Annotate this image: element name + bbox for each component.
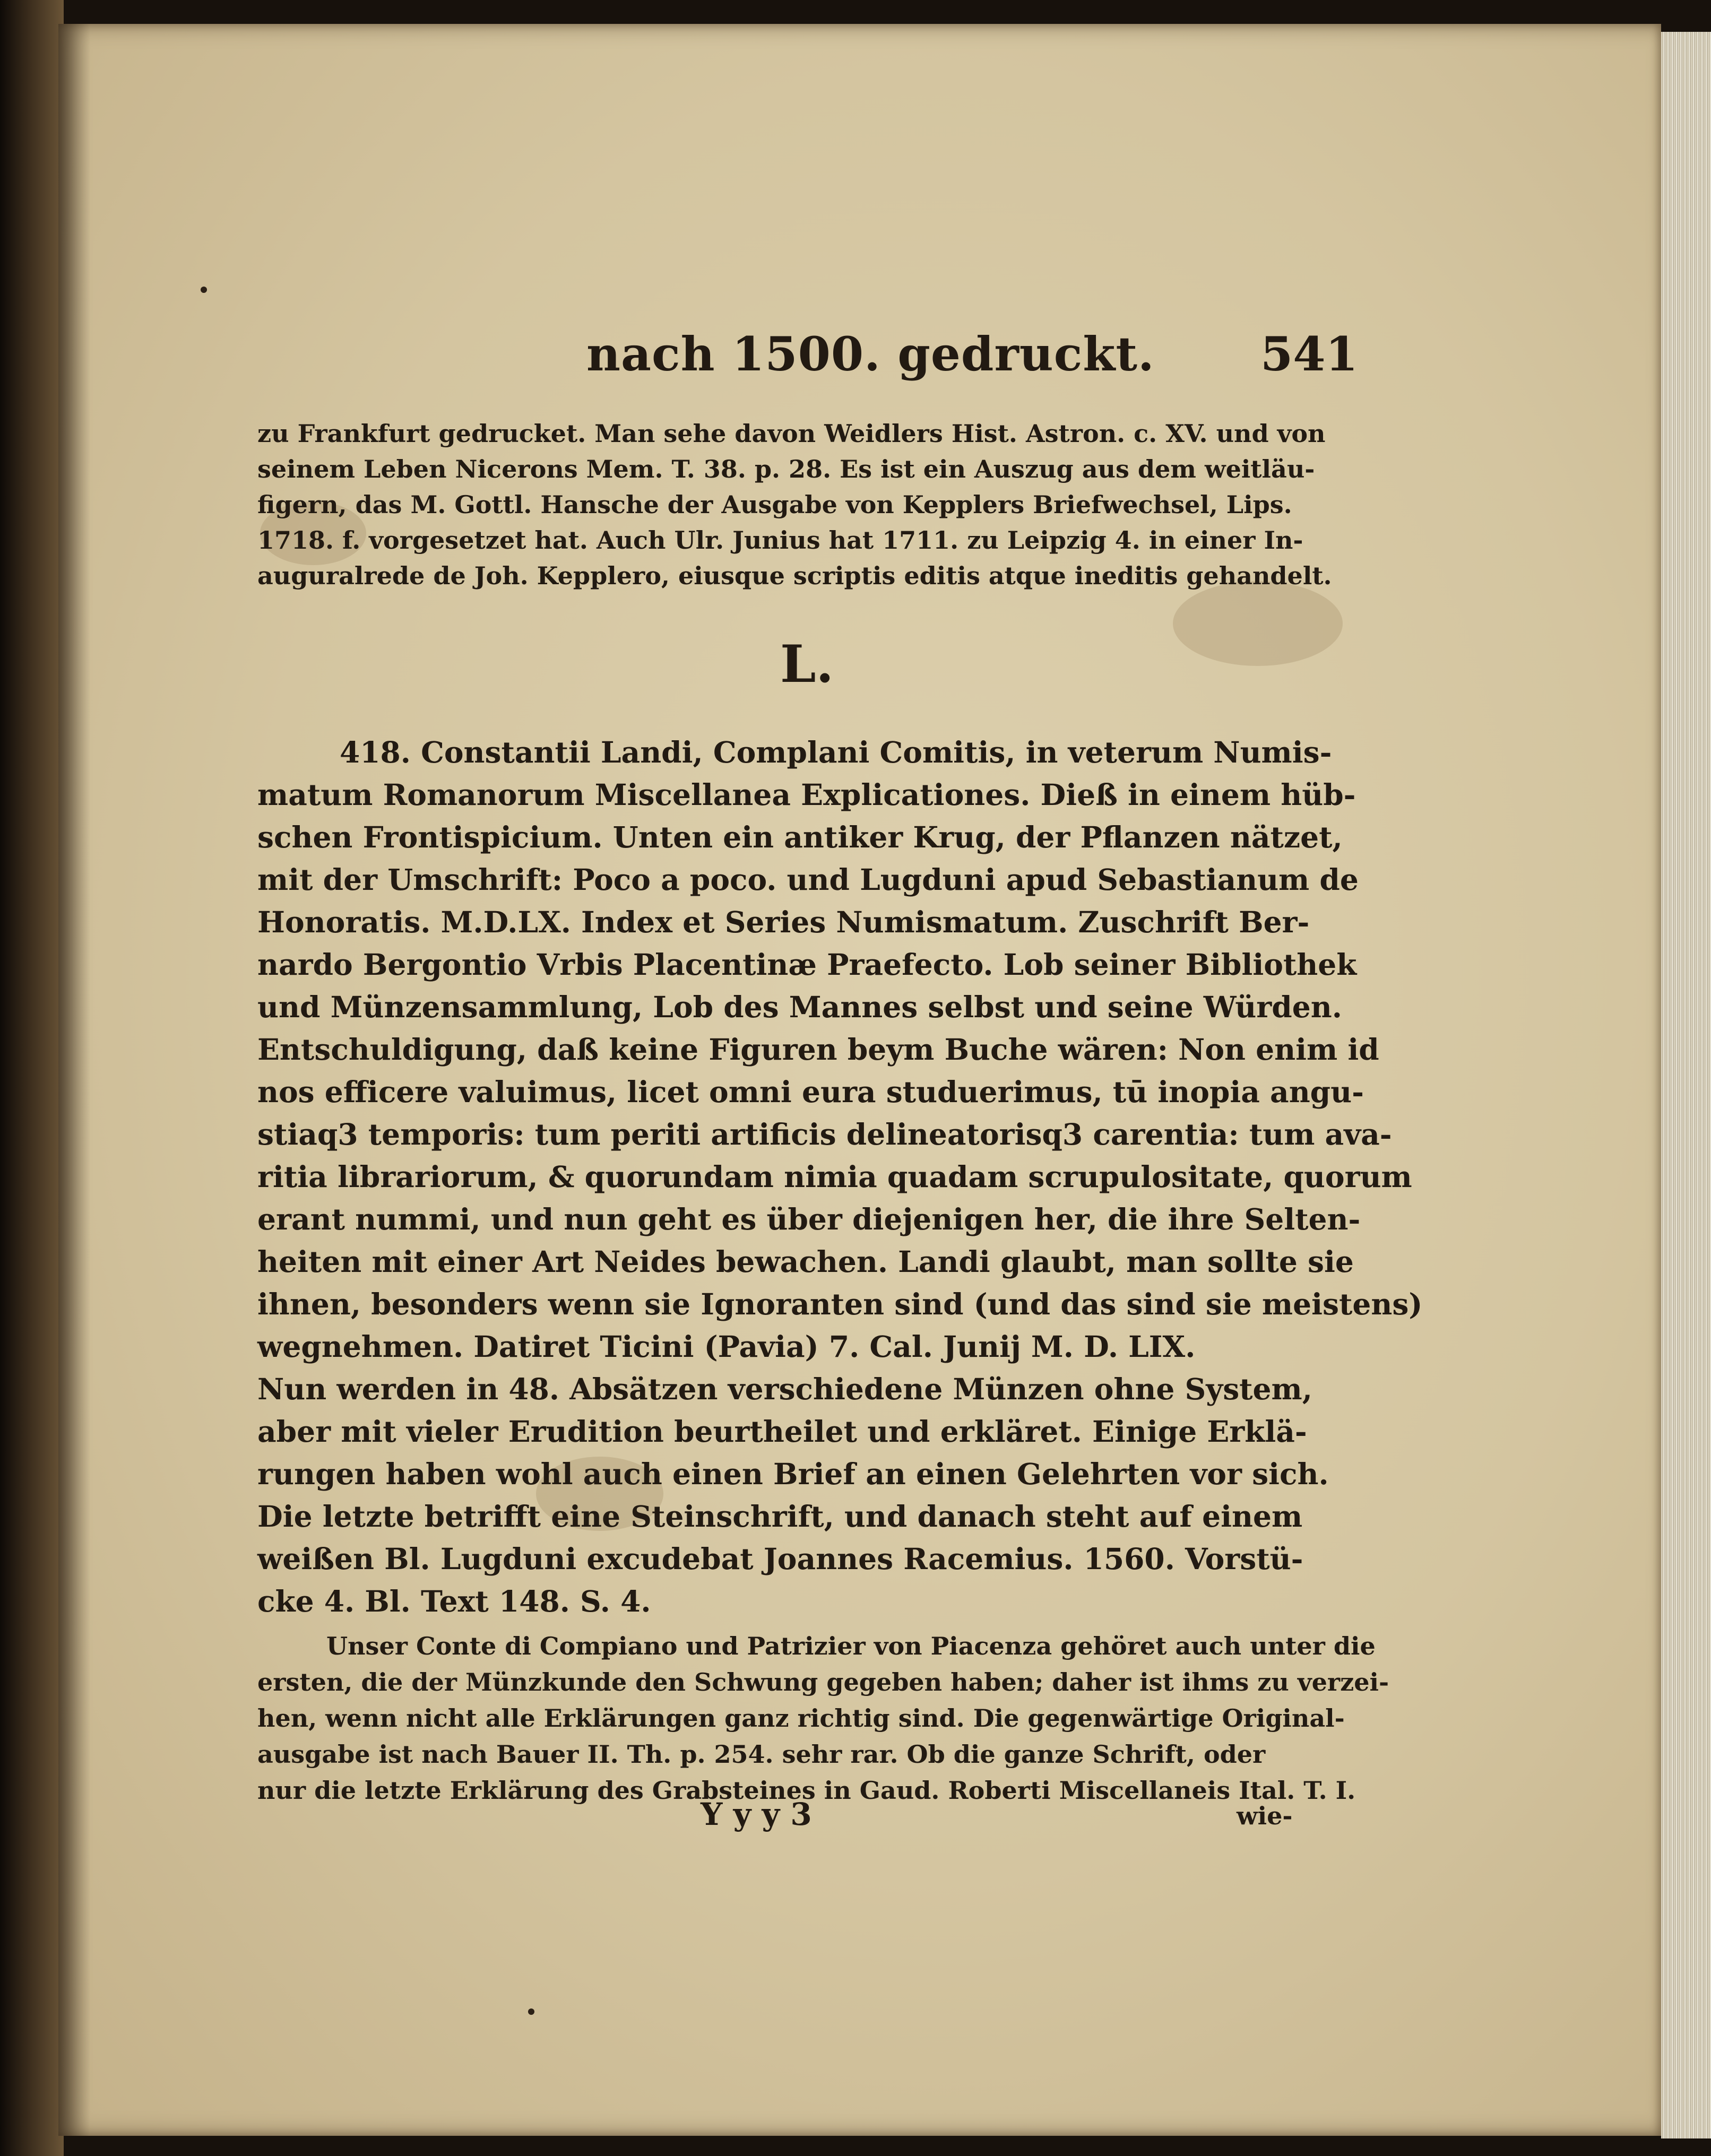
text-line: heiten mit einer Art Neides bewachen. Landi glaubt, man sollte sie (257, 1244, 1354, 1279)
text-line: zu Frankfurt gedrucket. Man sehe davon Weidlers Hist. Astron. c. XV. und von (257, 419, 1326, 448)
text-line: cke 4. Bl. Text 148. S. 4. (257, 1584, 651, 1618)
text-line: hen, wenn nicht alle Erklärungen ganz richtig sind. Die gegenwärtige Original- (257, 1704, 1345, 1733)
gutter-shadow (58, 24, 90, 2136)
text-line: und Münzensammlung, Lob des Mannes selbst und seine Würden. (257, 990, 1342, 1024)
text-line: ihnen, besonders wenn sie Ignoranten sind (und das sind sie meistens) (257, 1287, 1423, 1321)
page-number: 541 (1260, 326, 1358, 382)
text-line: ritia librariorum, & quorundam nimia quadam scrupulositate, quorum (257, 1159, 1412, 1194)
text-line: mit der Umschrift: Poco a poco. und Lugduni apud Sebastianum de (257, 862, 1359, 897)
text-line: auguralrede de Joh. Kepplero, eiusque scriptis editis atque ineditis gehandelt. (257, 561, 1332, 590)
text-line: 1718. f. vorgesetzet hat. Auch Ulr. Junius hat 1711. zu Leipzig 4. in einer In- (257, 526, 1303, 555)
signature-mark: Y y y 3 (701, 1796, 812, 1832)
text-line: weißen Bl. Lugduni excudebat Joannes Racemius. 1560. Vorstü- (257, 1542, 1303, 1576)
page-stack-edge (1661, 32, 1711, 2138)
text-line: nur die letzte Erklärung des Grabsteines in Gaud. Roberti Miscellaneis Ital. T. I. (257, 1776, 1356, 1805)
ink-speck (201, 287, 207, 293)
text-line: nos efficere valuimus, licet omni eura studuerimus, tū inopia angu- (257, 1075, 1364, 1109)
ink-speck (528, 2008, 534, 2015)
text-line: Unser Conte di Compiano und Patrizier von Piacenza gehöret auch unter die (326, 1632, 1376, 1660)
facing-page-edge (0, 0, 64, 2156)
text-line: figern, das M. Gottl. Hansche der Ausgabe von Kepplers Briefwechsel, Lips. (257, 490, 1292, 519)
text-line: Nun werden in 48. Absätzen verschiedene Münzen ohne System, (257, 1372, 1312, 1406)
section-heading: L. (780, 634, 834, 694)
text-line: ersten, die der Münzkunde den Schwung gegeben haben; daher ist ihms zu verzei- (257, 1668, 1389, 1696)
paper-stain (1173, 581, 1343, 666)
text-line: Honoratis. M.D.LX. Index et Series Numismatum. Zuschrift Ber- (257, 905, 1310, 939)
text-line: Die letzte betrifft eine Steinschrift, und danach steht auf einem (257, 1499, 1303, 1534)
text-line: stiaq3 temporis: tum periti artificis delineatorisq3 carentia: tum ava- (257, 1117, 1392, 1151)
text-line: wegnehmen. Datiret Ticini (Pavia) 7. Cal. Junij M. D. LIX. (257, 1329, 1196, 1364)
text-line: rungen haben wohl auch einen Brief an einen Gelehrten vor sich. (257, 1457, 1329, 1491)
text-line: matum Romanorum Miscellanea Explicationes. Dieß in einem hüb- (257, 777, 1356, 812)
text-line: ausgabe ist nach Bauer II. Th. p. 254. sehr rar. Ob die ganze Schrift, oder (257, 1740, 1266, 1769)
text-line: schen Frontispicium. Unten ein antiker Krug, der Pflanzen nätzet, (257, 820, 1343, 854)
text-line: 418. Constantii Landi, Complani Comitis, in veterum Numis- (340, 735, 1332, 769)
text-line: seinem Leben Nicerons Mem. T. 38. p. 28. Es ist ein Auszug aus dem weitläu- (257, 455, 1315, 483)
catchword: wie- (1237, 1802, 1293, 1830)
text-line: Entschuldigung, daß keine Figuren beym Buche wären: Non enim id (257, 1032, 1379, 1067)
text-line: erant nummi, und nun geht es über diejenigen her, die ihre Selten- (257, 1202, 1361, 1236)
running-header: nach 1500. gedruckt. (586, 326, 1155, 382)
text-line: nardo Bergontio Vrbis Placentinæ Praefecto. Lob seiner Bibliothek (257, 947, 1357, 982)
text-line: aber mit vieler Erudition beurtheilet und erkläret. Einige Erklä- (257, 1414, 1307, 1449)
